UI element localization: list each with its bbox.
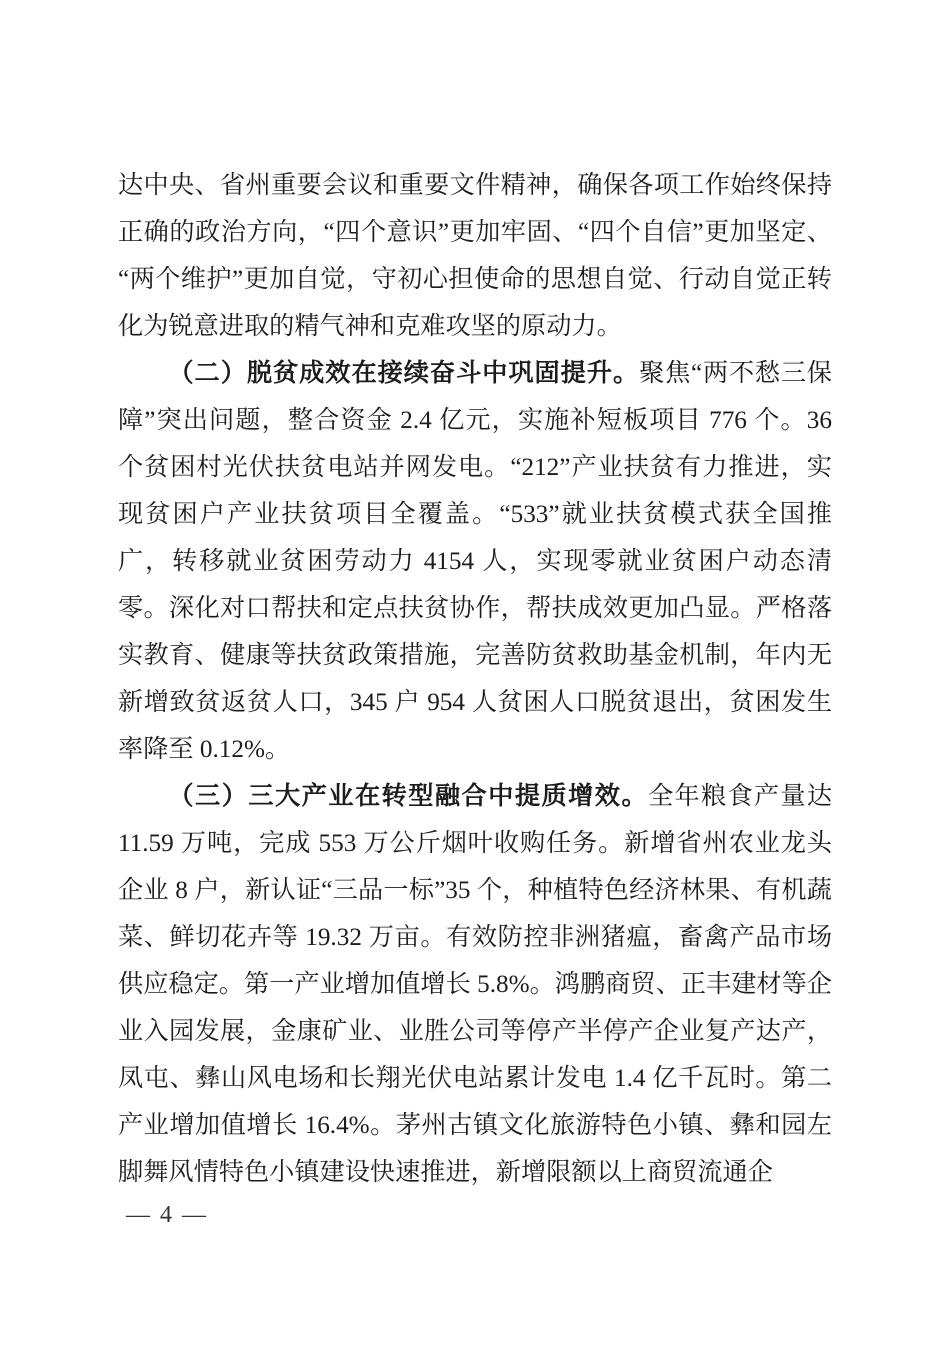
section-three-body-text: 全年粮食产量达 11.59 万吨，完成 553 万公斤烟叶收购任务。新增省州农业龙头企业 8 户，新认证“三品一标”35 个，种植特色经济林果、有机蔬菜、鲜切花卉等 19.32 万亩。有效防控非洲猪瘟，畜禽产品市场供应稳定。第一产业增加值增长 5.8%。鸿鹏商贸、正丰建材等企业入园发展，金康矿业、业胜公司等停产半停产企业复产达产，凤屯、彝山风电场和长翔光伏电站累计发电 1.4 亿千瓦时。第二产业增加值增长 16.4%。茅州古镇文化旅游特色小镇、彝和园左脚舞风情特色小镇建设快速推进，新增限额以上商贸流通企 xyxy=(118,783,833,1186)
paragraph-section-two xyxy=(118,350,832,773)
section-two-body-text: 聚焦“两不愁三保障”突出问题，整合资金 2.4 亿元，实施补短板项目 776 个。36 个贫困村光伏扶贫电站并网发电。“212”产业扶贫有力推进，实现贫困户产业扶贫项目全覆盖。“533”就业扶贫模式获全国推广，转移就业贫困劳动力 4154 人，实现零就业贫困户动态清零。深化对口帮扶和定点扶贫协作，帮扶成效更加凸显。严格落实教育、健康等扶贫政策措施，完善防贫救助基金机制，年内无新增致贫返贫人口，345 户 954 人贫困人口脱贫退出，贫困发生率降至 0.12%。 xyxy=(118,360,832,763)
section-heading-three: （三）三大产业在转型融合中提质增效。 xyxy=(168,783,649,810)
body-text-column xyxy=(118,162,832,1196)
section-heading-two: （二）脱贫成效在接续奋斗中巩固提升。 xyxy=(168,360,640,387)
page-number: — 4 — xyxy=(126,1202,208,1228)
paragraph-section-three xyxy=(118,773,832,1196)
paragraph-body-text: 达中央、省州重要会议和重要文件精神，确保各项工作始终保持正确的政治方向，“四个意识”更加牢固、“四个自信”更加坚定、“两个维护”更加自觉，守初心担使命的思想自觉、行动自觉正转化为锐意进取的精气神和克难攻坚的原动力。 xyxy=(118,172,832,340)
paragraph-continued xyxy=(118,162,832,350)
